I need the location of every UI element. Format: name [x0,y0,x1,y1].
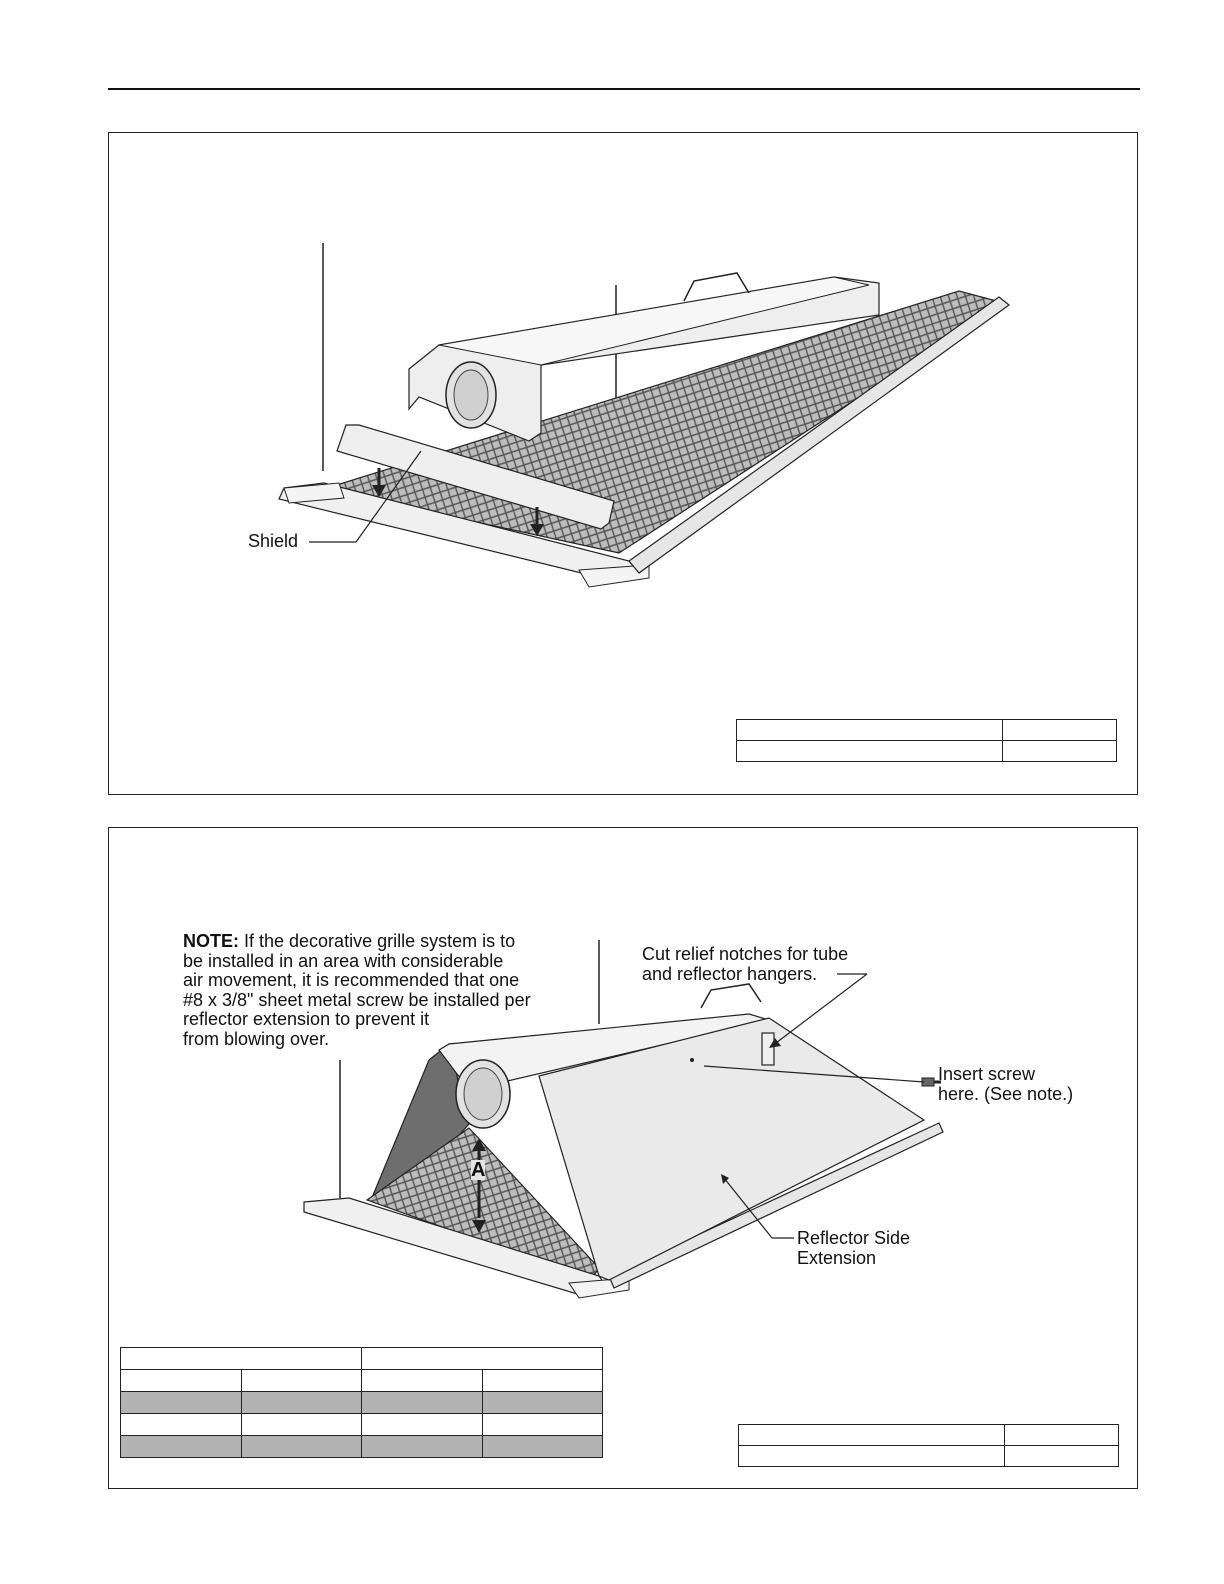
figure-panel-bottom [108,827,1138,1489]
dimension-a-label: A [471,1159,486,1181]
shield-label: Shield [248,531,299,551]
heater-grille-illustration-top [109,133,1139,796]
installation-note: NOTE: If the decorative grille system is to be installed in an area with considerable air movement, it is recommended that one #8 x 3/8" sheet metal screw be installed per reflector extension to prevent it from blowing over. [183,931,531,1049]
note-prefix: NOTE: [183,931,239,951]
insert-screw-label: Insert screw here. (See note.) [938,1064,1074,1104]
relief-notch [762,1033,774,1065]
reflector-side-extension-label: Reflector Side Extension [797,1228,911,1268]
dimension-table [120,1347,603,1458]
caption-table-bottom [738,1424,1119,1467]
figure-panel-top [108,132,1138,795]
caption-table-top [736,719,1117,762]
header-rule [108,88,1140,90]
relief-notches-label: Cut relief notches for tube and reflector hangers. [642,944,849,984]
